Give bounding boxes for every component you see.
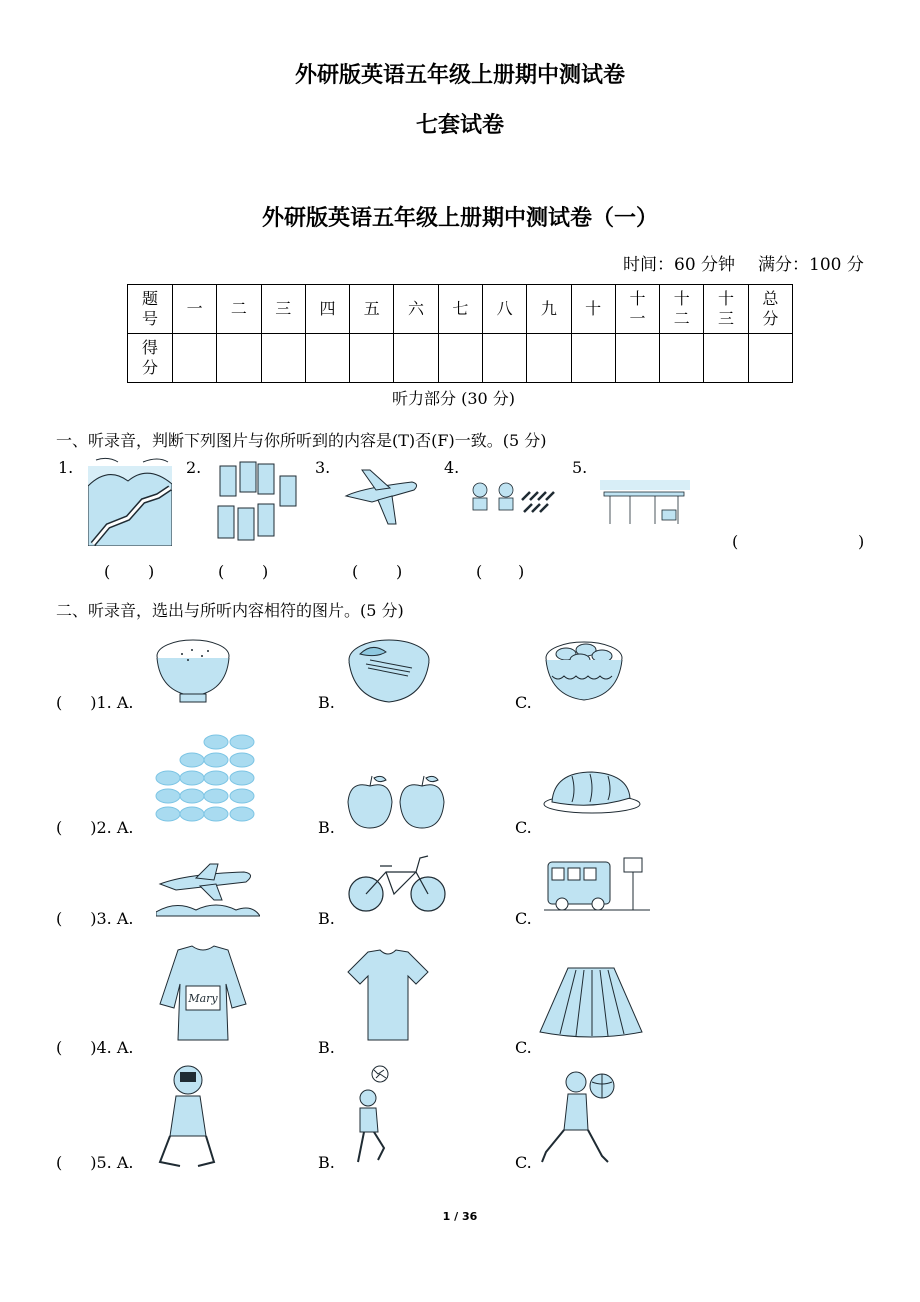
table-cell: 五 bbox=[350, 285, 394, 334]
answer-bracket-close: ) bbox=[518, 562, 525, 581]
sweater-icon[interactable] bbox=[158, 944, 248, 1044]
score-cell[interactable] bbox=[173, 334, 217, 383]
question-row-3 bbox=[56, 909, 134, 928]
table-cell: 七 bbox=[438, 285, 482, 334]
score-cell[interactable] bbox=[394, 334, 438, 383]
table-cell bbox=[748, 285, 792, 334]
cell-text: 十 bbox=[718, 289, 735, 308]
cell-text: 总 bbox=[762, 289, 779, 308]
table-cell: 九 bbox=[527, 285, 571, 334]
table-cell: 二 bbox=[217, 285, 261, 334]
bracket: ) bbox=[90, 1153, 97, 1172]
item-number: 3. bbox=[315, 458, 331, 477]
score-cell[interactable] bbox=[482, 334, 526, 383]
answer-blank-3[interactable] bbox=[362, 560, 394, 582]
answer-bracket-close: ) bbox=[262, 562, 269, 581]
cell-text: 二 bbox=[673, 309, 690, 328]
table-cell-score-label bbox=[128, 334, 173, 383]
score-cell[interactable] bbox=[615, 334, 659, 383]
bracket: ) bbox=[90, 1038, 97, 1057]
answer-bracket-open: ( bbox=[104, 562, 111, 581]
score-cell[interactable] bbox=[305, 334, 349, 383]
milk-cartons-icon bbox=[214, 456, 304, 548]
cell-text: 题 bbox=[141, 289, 158, 308]
question-row-5 bbox=[56, 1153, 134, 1172]
answer-blank-4[interactable] bbox=[486, 560, 518, 582]
skirt-icon[interactable] bbox=[538, 964, 644, 1040]
bracket: ) bbox=[90, 693, 97, 712]
answer-bracket-open: ( bbox=[218, 562, 225, 581]
cell-text: 十 bbox=[629, 289, 646, 308]
score-cell[interactable] bbox=[748, 334, 792, 383]
question-number: 2. A. bbox=[96, 818, 134, 837]
airplane-icon bbox=[342, 462, 422, 532]
answer-bracket-open: ( bbox=[352, 562, 359, 581]
score-cell[interactable] bbox=[527, 334, 571, 383]
plane-icon[interactable] bbox=[156, 860, 260, 920]
option-c-label: C. bbox=[515, 1153, 532, 1172]
cell-text: 分 bbox=[762, 309, 779, 328]
city-street-icon bbox=[600, 476, 690, 530]
cell-text: 三 bbox=[718, 309, 735, 328]
score-cell[interactable] bbox=[350, 334, 394, 383]
question-number: 4. A. bbox=[96, 1038, 134, 1057]
rice-bowl-icon[interactable] bbox=[152, 636, 234, 706]
sub-title: 七套试卷 bbox=[415, 113, 504, 138]
answer-bracket-open: ( bbox=[476, 562, 483, 581]
table-cell: 一 bbox=[173, 285, 217, 334]
main-title: 外研版英语五年级上册期中测试卷 bbox=[294, 63, 625, 88]
answer-bracket-close: ) bbox=[396, 562, 403, 581]
full-score: 满分：100 分 bbox=[758, 255, 864, 275]
section1-title: 一、听录音，判断下列图片与你所听到的内容是(T)否(F)一致。(5 分) bbox=[56, 431, 547, 450]
great-wall-icon bbox=[88, 456, 172, 546]
answer-blank-1[interactable] bbox=[114, 560, 146, 582]
cell-text: 十 bbox=[673, 289, 690, 308]
table-cell: 八 bbox=[482, 285, 526, 334]
paper-title: 外研版英语五年级上册期中测试卷（一） bbox=[261, 206, 658, 231]
t-shirt-icon[interactable] bbox=[346, 948, 430, 1044]
bracket: ( bbox=[56, 1153, 63, 1172]
bracket: ( bbox=[56, 909, 63, 928]
table-cell bbox=[660, 285, 704, 334]
children-and-pencils-icon bbox=[470, 480, 562, 516]
bracket: ( bbox=[56, 1038, 63, 1057]
bracket: ) bbox=[90, 818, 97, 837]
page-number: 1 / 36 bbox=[442, 1210, 478, 1223]
question-row-4 bbox=[56, 1038, 134, 1057]
score-table bbox=[127, 284, 793, 383]
time-info: 时间：60 分钟 bbox=[623, 255, 736, 275]
cell-text: 一 bbox=[629, 309, 646, 328]
item-number: 2. bbox=[186, 458, 202, 477]
bracket: ( bbox=[56, 818, 63, 837]
item-number: 5. bbox=[572, 458, 588, 477]
section2-title: 二、听录音，选出与所听内容相符的图片。(5 分) bbox=[56, 601, 404, 620]
answer-bracket-close: ) bbox=[148, 562, 155, 581]
listening-header: 听力部分 (30 分) bbox=[392, 389, 516, 408]
football-boy-icon[interactable] bbox=[352, 1064, 392, 1168]
table-cell: 六 bbox=[394, 285, 438, 334]
cell-text: 号 bbox=[141, 309, 158, 328]
score-table-header-row bbox=[128, 285, 793, 334]
answer-blank-5[interactable] bbox=[742, 530, 854, 552]
option-b-label: B. bbox=[318, 818, 335, 837]
question-row-1 bbox=[56, 693, 134, 712]
option-b-label: B. bbox=[318, 1038, 335, 1057]
answer-blank-2[interactable] bbox=[228, 560, 260, 582]
option-b-label: B. bbox=[318, 693, 335, 712]
bread-icon[interactable] bbox=[542, 766, 642, 816]
item-number: 1. bbox=[58, 458, 74, 477]
option-b-label: B. bbox=[318, 1153, 335, 1172]
table-cell: 十 bbox=[571, 285, 615, 334]
option-c-label: C. bbox=[515, 909, 532, 928]
question-number: 5. A. bbox=[96, 1153, 134, 1172]
basketball-girl-icon[interactable] bbox=[540, 1066, 620, 1166]
score-cell[interactable] bbox=[571, 334, 615, 383]
table-cell: 四 bbox=[305, 285, 349, 334]
dumpling-bowl-icon[interactable] bbox=[542, 636, 626, 708]
option-c-label: C. bbox=[515, 1038, 532, 1057]
sweater-text: Mary bbox=[188, 992, 218, 1005]
score-cell[interactable] bbox=[438, 334, 482, 383]
table-cell bbox=[615, 285, 659, 334]
answer-bracket-open: ( bbox=[732, 532, 739, 551]
cell-text: 分 bbox=[141, 358, 158, 377]
apples-icon[interactable] bbox=[344, 772, 450, 832]
table-cell: 三 bbox=[261, 285, 305, 334]
question-row-2 bbox=[56, 818, 134, 837]
table-cell-question-number bbox=[128, 285, 173, 334]
score-cell[interactable] bbox=[704, 334, 748, 383]
score-cell[interactable] bbox=[261, 334, 305, 383]
option-c-label: C. bbox=[515, 818, 532, 837]
bus-icon[interactable] bbox=[544, 852, 650, 914]
bracket: ( bbox=[56, 693, 63, 712]
question-number: 3. A. bbox=[96, 909, 134, 928]
answer-bracket-close: ) bbox=[858, 532, 865, 551]
noodle-bowl-icon[interactable] bbox=[346, 636, 432, 710]
table-cell bbox=[704, 285, 748, 334]
question-number: 1. A. bbox=[96, 693, 134, 712]
bracket: ) bbox=[90, 909, 97, 928]
bicycle-icon[interactable] bbox=[344, 850, 450, 914]
option-b-label: B. bbox=[318, 909, 335, 928]
score-cell[interactable] bbox=[660, 334, 704, 383]
score-table-score-row bbox=[128, 334, 793, 383]
score-cell[interactable] bbox=[217, 334, 261, 383]
item-number: 4. bbox=[444, 458, 460, 477]
option-c-label: C. bbox=[515, 693, 532, 712]
photographer-girl-icon[interactable] bbox=[154, 1062, 224, 1172]
candies-icon[interactable] bbox=[154, 730, 258, 828]
cell-text: 得 bbox=[141, 338, 158, 357]
